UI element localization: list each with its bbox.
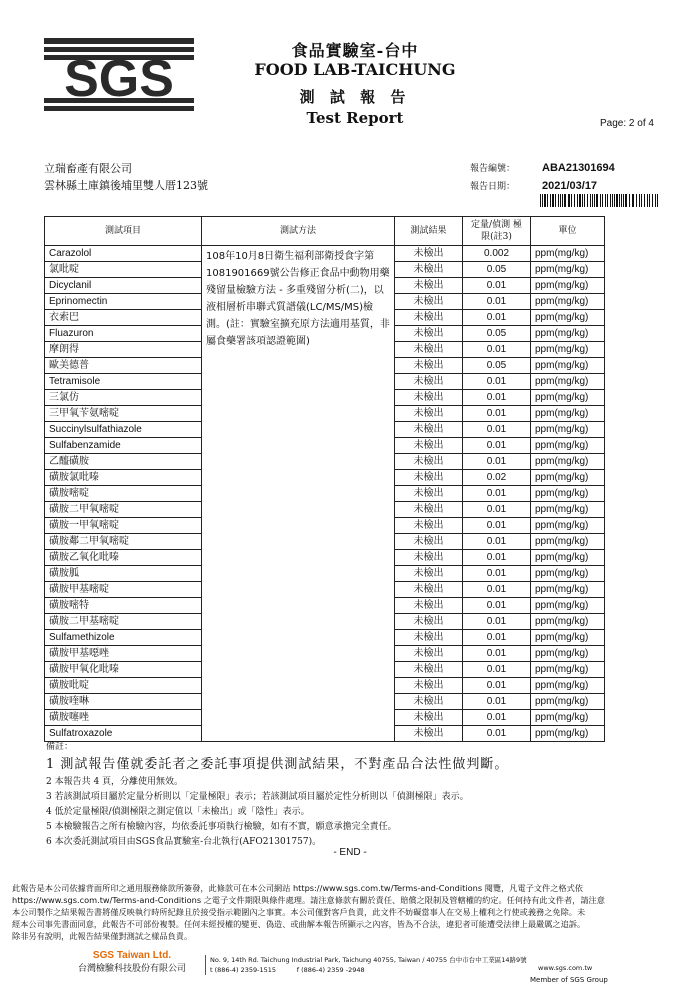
cell-result: 未檢出 <box>395 566 463 582</box>
cell-limit: 0.002 <box>463 246 531 262</box>
cell-result: 未檢出 <box>395 406 463 422</box>
barcode-bar <box>621 194 622 207</box>
cell-result: 未檢出 <box>395 550 463 566</box>
cell-limit: 0.01 <box>463 630 531 646</box>
cell-item: Sulfatroxazole <box>45 726 202 742</box>
cell-limit: 0.01 <box>463 646 531 662</box>
cell-limit: 0.01 <box>463 726 531 742</box>
barcode-bar <box>612 194 613 207</box>
cell-result: 未檢出 <box>395 342 463 358</box>
cell-limit: 0.01 <box>463 582 531 598</box>
note-4: 4 低於定量極限/偵測極限之測定值以「未檢出」或「陰性」表示。 <box>46 807 310 817</box>
sgs-logo <box>44 36 194 114</box>
note-1: 1 測試報告僅就委託者之委託事項提供測試結果，不對產品合法性做判斷。 <box>46 757 509 772</box>
barcode-bar <box>579 194 581 207</box>
barcode-bar <box>582 194 583 207</box>
barcode-bar <box>629 194 630 207</box>
cell-result: 未檢出 <box>395 326 463 342</box>
cell-unit: ppm(mg/kg) <box>531 246 605 262</box>
cell-result: 未檢出 <box>395 614 463 630</box>
cell-result: 未檢出 <box>395 710 463 726</box>
barcode-bar <box>655 194 656 207</box>
cell-limit: 0.05 <box>463 326 531 342</box>
cell-unit: ppm(mg/kg) <box>531 326 605 342</box>
barcode-bar <box>547 194 548 207</box>
barcode-bar <box>619 194 620 207</box>
barcode-bar <box>596 194 598 207</box>
cell-limit: 0.01 <box>463 502 531 518</box>
cell-result: 未檢出 <box>395 390 463 406</box>
cell-item: 歐美德普 <box>45 358 202 374</box>
barcode-bar <box>632 194 634 207</box>
cell-unit: ppm(mg/kg) <box>531 646 605 662</box>
barcode-bar <box>571 194 572 207</box>
cell-item: 三甲氧苄氨嘧啶 <box>45 406 202 422</box>
barcode-bar <box>555 194 556 207</box>
cell-limit: 0.01 <box>463 662 531 678</box>
barcode-bar <box>574 194 575 207</box>
cell-item: Sulfamethizole <box>45 630 202 646</box>
legal-line-5: 除非另有說明，此報告結果僅對測試之樣品負責。 <box>12 931 193 941</box>
cell-result: 未檢出 <box>395 694 463 710</box>
cell-item: 磺胺胍 <box>45 566 202 582</box>
cell-unit: ppm(mg/kg) <box>531 502 605 518</box>
notes-title: 備註： <box>46 742 74 752</box>
header-limit: 定量/偵測 極限(註3) <box>463 217 531 246</box>
cell-unit: ppm(mg/kg) <box>531 486 605 502</box>
report-date-value: 2021/03/17 <box>542 180 598 192</box>
barcode <box>540 192 662 205</box>
barcode-bar <box>558 194 559 207</box>
cell-item: 磺胺一甲氧嘧啶 <box>45 518 202 534</box>
footer-company <box>78 950 186 974</box>
cell-result: 未檢出 <box>395 246 463 262</box>
cell-result: 未檢出 <box>395 598 463 614</box>
cell-result: 未檢出 <box>395 422 463 438</box>
note-5: 5 本檢驗報告之所有檢驗內容，均依委託事項執行檢驗，如有不實，願意承擔完全責任。 <box>46 822 397 832</box>
cell-unit: ppm(mg/kg) <box>531 678 605 694</box>
cell-result: 未檢出 <box>395 438 463 454</box>
legal-line-4: 經本公司事先書面同意，此報告不可部份複製。任何未經授權的變更、偽造、或曲解本報告所顯示之內容，皆為不合法，違犯者可能遭受法律上最嚴厲之追訴。 <box>12 919 586 929</box>
company-zh: 台灣檢驗科技股份有限公司 <box>78 964 187 974</box>
cell-limit: 0.01 <box>463 406 531 422</box>
member-text: Member of SGS Group <box>530 976 608 984</box>
header-item: 測試項目 <box>45 217 202 246</box>
cell-limit: 0.05 <box>463 358 531 374</box>
cell-result: 未檢出 <box>395 582 463 598</box>
cell-unit: ppm(mg/kg) <box>531 374 605 390</box>
cell-unit: ppm(mg/kg) <box>531 598 605 614</box>
cell-result: 未檢出 <box>395 294 463 310</box>
cell-unit: ppm(mg/kg) <box>531 550 605 566</box>
cell-limit: 0.01 <box>463 278 531 294</box>
report-no-label: 報告編號： <box>470 164 516 174</box>
cell-item: Eprinomectin <box>45 294 202 310</box>
barcode-bar <box>641 194 642 207</box>
cell-result: 未檢出 <box>395 374 463 390</box>
cell-limit: 0.01 <box>463 486 531 502</box>
cell-limit: 0.01 <box>463 678 531 694</box>
cell-unit: ppm(mg/kg) <box>531 630 605 646</box>
barcode-bar <box>625 194 627 207</box>
cell-limit: 0.01 <box>463 438 531 454</box>
cell-result: 未檢出 <box>395 358 463 374</box>
cell-item: Dicyclanil <box>45 278 202 294</box>
cell-result: 未檢出 <box>395 518 463 534</box>
barcode-bar <box>602 194 603 207</box>
header-unit: 單位 <box>531 217 605 246</box>
cell-item: 磺胺乙氧化吡嗪 <box>45 550 202 566</box>
cell-unit: ppm(mg/kg) <box>531 454 605 470</box>
cell-unit: ppm(mg/kg) <box>531 534 605 550</box>
company-en: SGS Taiwan Ltd. <box>92 950 172 961</box>
fax: f (886-4) 2359 -2948 <box>296 966 365 974</box>
barcode-bar <box>560 194 561 207</box>
cell-limit: 0.01 <box>463 598 531 614</box>
cell-unit: ppm(mg/kg) <box>531 310 605 326</box>
barcode-bar <box>614 194 615 207</box>
barcode-bar <box>623 194 624 207</box>
header-method: 測試方法 <box>202 217 395 246</box>
cell-limit: 0.01 <box>463 342 531 358</box>
cell-unit: ppm(mg/kg) <box>531 694 605 710</box>
cell-limit: 0.01 <box>463 374 531 390</box>
cell-item: 磺胺吡啶 <box>45 678 202 694</box>
barcode-bar <box>607 194 608 207</box>
cell-item: 磺胺鄰二甲氧嘧啶 <box>45 534 202 550</box>
legal-line-3: 本公司製作之結果報告書將僅反映執行時所紀錄且於接受指示範圍內之事實。本公司僅對客戶負責，此文件不妨礙當事人在交易上權利之行使或義務之免除。未 <box>12 907 586 917</box>
tel: t (886-4) 2359-1515 <box>210 966 277 974</box>
cell-result: 未檢出 <box>395 534 463 550</box>
cell-result: 未檢出 <box>395 454 463 470</box>
cell-unit: ppm(mg/kg) <box>531 566 605 582</box>
legal-line-1: 此報告是本公司依據背面所印之通用服務條款所簽發，此條款可在本公司網站 https://www.sgs.com.tw/Terms-and-Conditions 閱覽，凡電子文件之格式依 <box>12 883 583 893</box>
barcode-bar <box>552 194 554 207</box>
cell-item: 磺胺甲基嘧啶 <box>45 582 202 598</box>
cell-unit: ppm(mg/kg) <box>531 390 605 406</box>
client-name: 立瑞畜產有限公司 <box>44 162 132 175</box>
cell-unit: ppm(mg/kg) <box>531 406 605 422</box>
legal-line-2: https://www.sgs.com.tw/Terms-and-Conditions 之電子文件期限與條件處理。請注意條款有關於責任、賠償之限制及管轄權的約定。任何持有此文件者，請注意 <box>12 895 605 905</box>
cell-item: 衣索巴 <box>45 310 202 326</box>
barcode-bar <box>657 194 658 207</box>
barcode-bar <box>587 194 588 207</box>
cell-item: Succinylsulfathiazole <box>45 422 202 438</box>
cell-unit: ppm(mg/kg) <box>531 518 605 534</box>
notes <box>46 740 508 850</box>
cell-limit: 0.01 <box>463 454 531 470</box>
cell-unit: ppm(mg/kg) <box>531 422 605 438</box>
lab-title-en: FOOD LAB-TAICHUNG <box>254 60 456 79</box>
legal-text <box>12 882 684 942</box>
svg-text:SGS: SGS <box>64 50 174 108</box>
cell-result: 未檢出 <box>395 662 463 678</box>
report-no-value: ABA21301694 <box>542 162 615 174</box>
cell-limit: 0.05 <box>463 262 531 278</box>
cell-unit: ppm(mg/kg) <box>531 342 605 358</box>
barcode-bar <box>652 194 653 207</box>
cell-result: 未檢出 <box>395 310 463 326</box>
cell-item: 三氯仿 <box>45 390 202 406</box>
cell-item: Tetramisole <box>45 374 202 390</box>
table-row <box>45 246 605 262</box>
cell-item: 乙醯磺胺 <box>45 454 202 470</box>
barcode-bar <box>542 194 543 207</box>
end-marker: - END - <box>333 847 367 858</box>
note-3: 3 若該測試項目屬於定量分析則以「定量極限」表示；若該測試項目屬於定性分析則以「偵測極限」表示。 <box>46 792 469 802</box>
cell-item: 磺胺二甲基嘧啶 <box>45 614 202 630</box>
address-line: No. 9, 14th Rd. Taichung Industrial Park, Taichung 40755, Taiwan / 40755 台中市台中工業區14路9號 <box>210 956 527 964</box>
barcode-bar <box>568 194 570 207</box>
cell-result: 未檢出 <box>395 486 463 502</box>
report-title-zh: 測 試 報 告 <box>299 88 411 106</box>
cell-limit: 0.01 <box>463 614 531 630</box>
barcode-bar <box>594 194 595 207</box>
cell-result: 未檢出 <box>395 278 463 294</box>
cell-limit: 0.01 <box>463 518 531 534</box>
cell-method: 108年10月8日衛生福利部衛授食字第1081901669號公告修正食品中動物用藥殘留量檢驗方法 - 多重殘留分析(二)，以液相層析串聯式質譜儀(LC/MS/MS)檢測。(註：實驗室擴充原方法適用基質，非屬食藥署該項認證範圍) <box>202 246 395 742</box>
barcode-bar <box>636 194 637 207</box>
report-date-label: 報告日期： <box>470 182 516 192</box>
report-info <box>470 160 615 196</box>
cell-limit: 0.01 <box>463 422 531 438</box>
cell-limit: 0.01 <box>463 694 531 710</box>
note-2: 2 本報告共 4 頁，分離使用無效。 <box>46 777 184 787</box>
results-table <box>44 216 604 739</box>
cell-item: 磺胺喹啉 <box>45 694 202 710</box>
barcode-bar <box>540 194 541 207</box>
barcode-bar <box>590 194 591 207</box>
cell-unit: ppm(mg/kg) <box>531 470 605 486</box>
cell-limit: 0.01 <box>463 534 531 550</box>
cell-limit: 0.01 <box>463 294 531 310</box>
barcode-bar <box>647 194 648 207</box>
barcode-bar <box>610 194 611 207</box>
cell-result: 未檢出 <box>395 646 463 662</box>
table-header-row <box>45 217 605 246</box>
website-link[interactable]: www.sgs.com.tw <box>538 964 593 972</box>
cell-item: 磺胺甲氧化吡嗪 <box>45 662 202 678</box>
cell-item: 磺胺氯吡嗪 <box>45 470 202 486</box>
cell-unit: ppm(mg/kg) <box>531 710 605 726</box>
cell-unit: ppm(mg/kg) <box>531 662 605 678</box>
cell-limit: 0.01 <box>463 566 531 582</box>
barcode-bar <box>562 194 563 207</box>
barcode-bar <box>639 194 640 207</box>
lab-title-zh: 食品實驗室-台中 <box>291 41 419 60</box>
report-title-en: Test Report <box>306 109 404 127</box>
cell-unit: ppm(mg/kg) <box>531 294 605 310</box>
barcode-bar <box>605 194 606 207</box>
cell-result: 未檢出 <box>395 502 463 518</box>
barcode-bar <box>577 194 578 207</box>
cell-result: 未檢出 <box>395 470 463 486</box>
cell-limit: 0.01 <box>463 390 531 406</box>
cell-item: 磺胺嘧特 <box>45 598 202 614</box>
cell-item: 磺胺噻唑 <box>45 710 202 726</box>
cell-unit: ppm(mg/kg) <box>531 358 605 374</box>
barcode-bar <box>644 194 645 207</box>
cell-item: Carazolol <box>45 246 202 262</box>
cell-item: Fluazuron <box>45 326 202 342</box>
barcode-bar <box>584 194 585 207</box>
barcode-bar <box>550 194 551 207</box>
cell-limit: 0.01 <box>463 550 531 566</box>
cell-item: 磺胺二甲氧嘧啶 <box>45 502 202 518</box>
cell-limit: 0.02 <box>463 470 531 486</box>
barcode-bar <box>544 194 546 207</box>
cell-item: 氯吡啶 <box>45 262 202 278</box>
cell-unit: ppm(mg/kg) <box>531 262 605 278</box>
barcode-bar <box>600 194 601 207</box>
cell-result: 未檢出 <box>395 726 463 742</box>
cell-item: 磺胺嘧啶 <box>45 486 202 502</box>
footer-address <box>205 955 527 975</box>
note-6: 6 本次委託測試項目由SGS食品實驗室-台北執行(AFO21301757)。 <box>46 837 322 847</box>
header-result: 測試結果 <box>395 217 463 246</box>
cell-unit: ppm(mg/kg) <box>531 726 605 742</box>
cell-unit: ppm(mg/kg) <box>531 582 605 598</box>
cell-limit: 0.01 <box>463 310 531 326</box>
cell-item: 摩朗得 <box>45 342 202 358</box>
barcode-bar <box>592 194 593 207</box>
client-address: 雲林縣土庫鎮後埔里雙人厝123號 <box>44 179 208 192</box>
cell-limit: 0.01 <box>463 710 531 726</box>
cell-item: Sulfabenzamide <box>45 438 202 454</box>
page-number: Page: 2 of 4 <box>600 118 654 129</box>
cell-item: 磺胺甲基噁唑 <box>45 646 202 662</box>
cell-unit: ppm(mg/kg) <box>531 278 605 294</box>
cell-unit: ppm(mg/kg) <box>531 614 605 630</box>
barcode-bar <box>616 194 618 207</box>
barcode-bar <box>649 194 650 207</box>
cell-result: 未檢出 <box>395 262 463 278</box>
barcode-bar <box>564 194 566 207</box>
cell-unit: ppm(mg/kg) <box>531 438 605 454</box>
cell-result: 未檢出 <box>395 678 463 694</box>
client-block <box>44 160 208 194</box>
cell-result: 未檢出 <box>395 630 463 646</box>
